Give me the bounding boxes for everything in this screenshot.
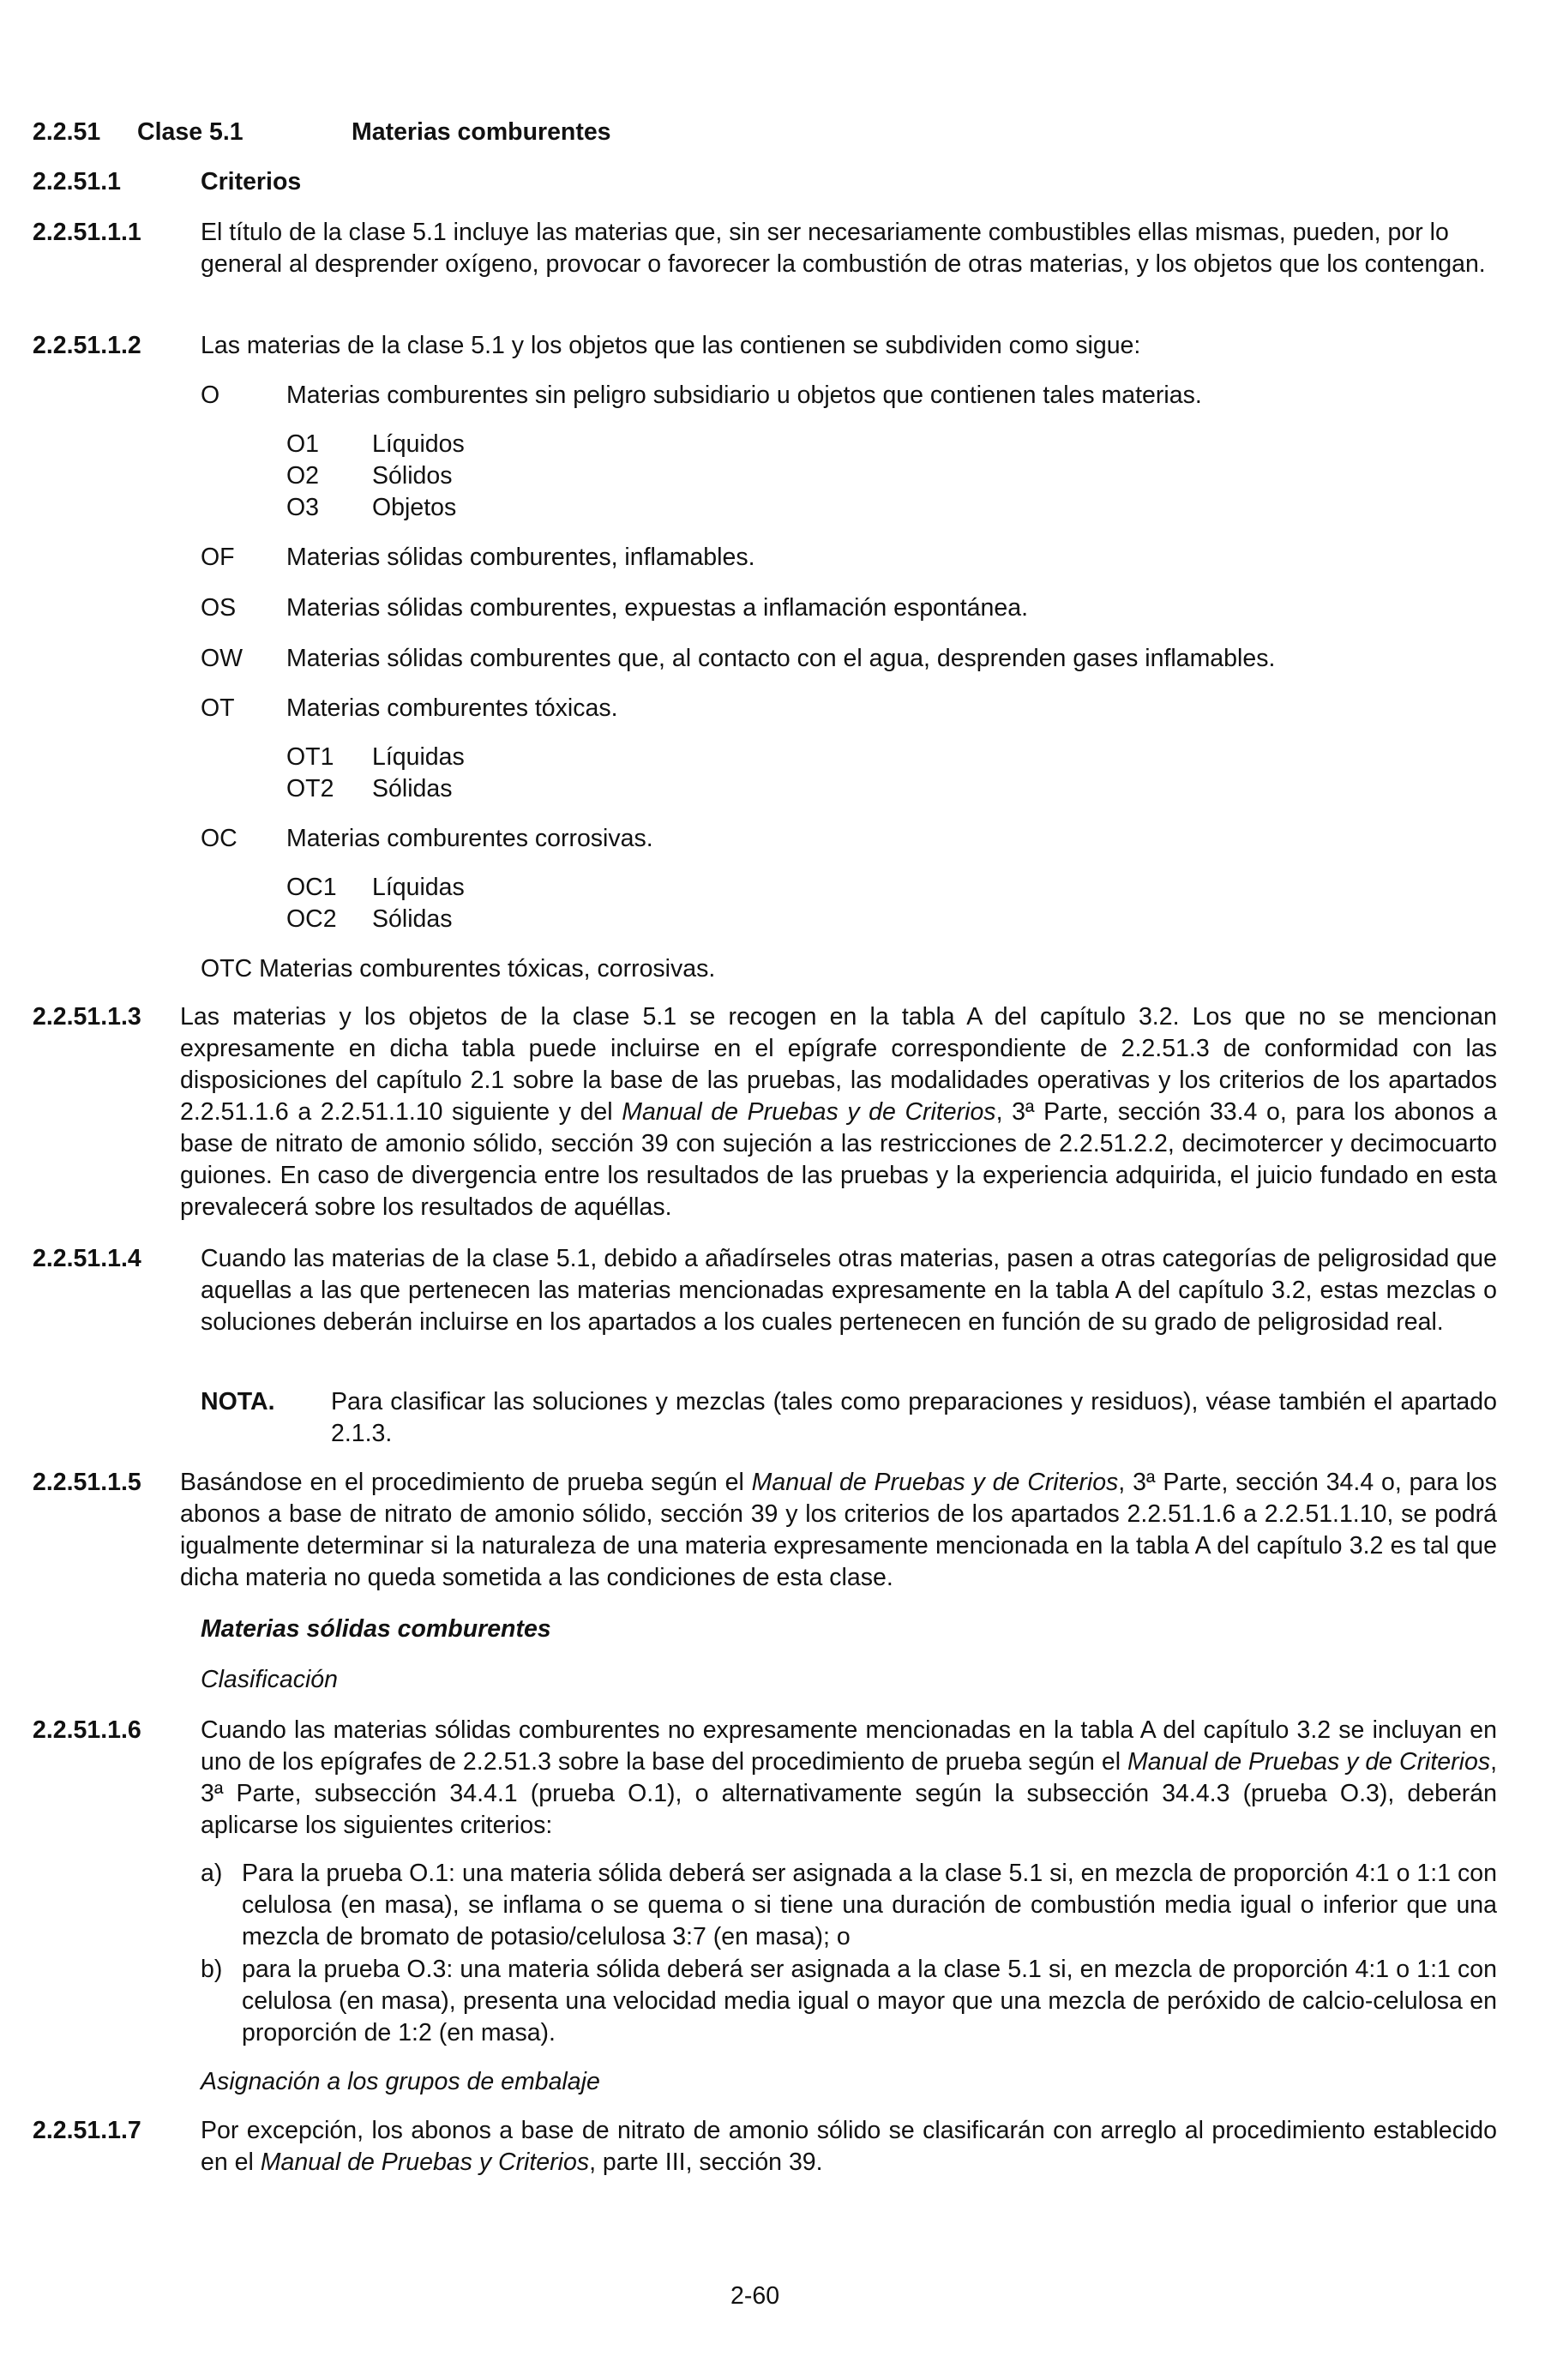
code-label: OF — [201, 544, 235, 571]
paragraph-number: 2.2.51.1.4 — [33, 1245, 141, 1272]
subheading-packing-groups: Asignación a los grupos de embalaje — [201, 2068, 600, 2095]
list-item-label: b) — [201, 1956, 223, 1983]
subheading-classification: Clasificación — [201, 1666, 338, 1693]
code-description: Materias comburentes corrosivas. — [286, 825, 653, 852]
code-description: Materias sólidas comburentes, inflamables. — [286, 544, 755, 571]
subcode-label: O1 — [286, 430, 320, 458]
code-description: Materias comburentes sin peligro subsidiario u objetos que contienen tales materias. — [286, 382, 1202, 409]
code-description: Materias comburentes tóxicas. — [286, 694, 618, 722]
paragraph-number: 2.2.51.1.5 — [33, 1469, 141, 1496]
subheading-solid-oxidizers: Materias sólidas comburentes — [201, 1615, 551, 1643]
code-label: OW — [201, 645, 243, 672]
paragraph-text-part: , parte III, sección 39. — [589, 2149, 823, 2176]
section-number: 2.2.51 — [33, 118, 101, 146]
subcode-label: O2 — [286, 462, 320, 490]
list-item-text: Para la prueba O.1: una materia sólida deberá ser asignada a la clase 5.1 si, en mezcla de proporción 4:1 o 1:1 con celulosa (en masa), se inflama o se quema o si tiene una duración de combustión media igual o inferior que una mezcla de bromato de potasio/celulosa 3:7 (en masa); o — [242, 1860, 1497, 1950]
subsection-title: Criterios — [201, 168, 302, 195]
paragraph-number: 2.2.51.1.2 — [33, 332, 141, 359]
code-otc: OTC Materias comburentes tóxicas, corrosivas. — [201, 955, 716, 983]
paragraph-text-part: Por excepción, los abonos a base de nitrato de amonio sólido se clasificarán con arreglo al procedimiento establecido en el — [201, 2117, 1497, 2176]
manual-reference: Manual de Pruebas y Criterios — [260, 2149, 590, 2176]
paragraph-number: 2.2.51.1.1 — [33, 219, 141, 246]
subcode-description: Líquidas — [372, 874, 465, 901]
subcode-label: O3 — [286, 494, 320, 521]
subsection-number: 2.2.51.1 — [33, 168, 122, 195]
paragraph-text-part: Basándose en el procedimiento de prueba según el — [180, 1469, 752, 1496]
subcode-label: OC2 — [286, 905, 337, 933]
code-label: O — [201, 382, 220, 409]
subcode-description: Sólidas — [372, 905, 453, 933]
paragraph-text-part: , 3ª Parte, sección 34.4 o, para los abonos a base de nitrato de amonio sólido, sección 39 y los criterios de los apartados 2.2.51.1.6 a 2.2.51.1.10, se podrá igualmente determinar si la naturaleza de una materia expresamente mencionada en la tabla A del capítulo 3.2 es tal que dicha materia no queda sometida a las condiciones de esta clase. — [180, 1469, 1497, 1591]
page-number: 2-60 — [730, 2282, 780, 2310]
subcode-label: OT1 — [286, 743, 334, 771]
paragraph-text — [180, 1001, 1497, 1223]
subcode-description: Líquidos — [372, 430, 465, 458]
subcode-description: Objetos — [372, 494, 457, 521]
note-label: NOTA. — [201, 1388, 275, 1415]
manual-reference: Manual de Pruebas y de Criterios — [1127, 1748, 1491, 1776]
paragraph-text-part: Las materias y los objetos de la clase 5.1 se recogen en la tabla A del capítulo 3.2. Los que no se mencionan expresamente en dicha tabla puede incluirse en el epígrafe correspondiente de 2.2.51.3 de conformidad con las disposiciones del capítulo 2.1 sobre la base de las pruebas, las modalidades operativas y los criterios de los apartados 2.2.51.1.6 a 2.2.51.1.10 siguiente y del — [180, 1003, 1497, 1126]
subcode-description: Sólidos — [372, 462, 453, 490]
paragraph-text-part: Cuando las materias sólidas comburentes no expresamente mencionadas en la tabla A del capítulo 3.2 se incluyan en uno de los epígrafes de 2.2.51.3 sobre la base del procedimiento de prueba según el — [201, 1716, 1497, 1776]
paragraph-text — [201, 1715, 1497, 1842]
paragraph-text-part: , 3ª Parte, subsección 34.4.1 (prueba O.1), o alternativamente según la subsección 34.4.3 (prueba O.3), deberán aplicarse los siguientes criterios: — [201, 1748, 1497, 1839]
paragraph-text — [201, 2115, 1497, 2179]
subcode-description: Líquidas — [372, 743, 465, 771]
class-label: Clase 5.1 — [137, 118, 243, 146]
code-label: OC — [201, 825, 237, 852]
manual-reference: Manual de Pruebas y de Criterios — [751, 1469, 1119, 1496]
subcode-label: OT2 — [286, 775, 334, 802]
subcode-description: Sólidas — [372, 775, 453, 802]
code-label: OS — [201, 594, 237, 622]
code-description: Materias sólidas comburentes, expuestas a inflamación espontánea. — [286, 594, 1028, 622]
paragraph-number: 2.2.51.1.6 — [33, 1716, 141, 1744]
manual-reference: Manual de Pruebas y de Criterios — [622, 1098, 996, 1126]
paragraph-text: Las materias de la clase 5.1 y los objetos que las contienen se subdividen como sigue: — [201, 332, 1141, 359]
note-text: Para clasificar las soluciones y mezclas (tales como preparaciones y residuos), véase también el apartado 2.1.3. — [331, 1388, 1497, 1447]
paragraph-text: El título de la clase 5.1 incluye las materias que, sin ser necesariamente combustibles ellas mismas, pueden, por lo general al desprender oxígeno, provocar o favorecer la combustión de otras materias, y los objetos que los contengan. — [201, 219, 1486, 278]
list-item-text: para la prueba O.3: una materia sólida deberá ser asignada a la clase 5.1 si, en mezcla de proporción 4:1 o 1:1 con celulosa (en masa), presenta una velocidad media igual o mayor que una mezcla de peróxido de calcio-celulosa en proporción de 1:2 (en masa). — [242, 1956, 1497, 2046]
code-description: Materias sólidas comburentes que, al contacto con el agua, desprenden gases inflamables. — [286, 645, 1276, 672]
code-label: OT — [201, 694, 235, 722]
section-title: Materias comburentes — [352, 118, 611, 146]
paragraph-number: 2.2.51.1.3 — [33, 1003, 141, 1031]
subcode-label: OC1 — [286, 874, 337, 901]
list-item-label: a) — [201, 1860, 223, 1887]
paragraph-text-part: , 3ª Parte, sección 33.4 o, para los abonos a base de nitrato de amonio sólido, sección 39 con sujeción a las restricciones de 2.2.51.2.2, decimotercer y decimocuarto guiones. En caso de divergencia entre los resultados de las pruebas y la experiencia adquirida, el juicio fundado en esta prevalecerá sobre los resultados de aquéllas. — [180, 1098, 1497, 1221]
paragraph-text — [180, 1467, 1497, 1594]
paragraph-number: 2.2.51.1.7 — [33, 2117, 141, 2144]
paragraph-text: Cuando las materias de la clase 5.1, debido a añadírseles otras materias, pasen a otras categorías de peligrosidad que aquellas a las que pertenecen las materias mencionadas expresamente en la tabla A del capítulo 3.2, estas mezclas o soluciones deberán incluirse en los apartados a los cuales pertenecen en función de su grado de peligrosidad real. — [201, 1245, 1497, 1336]
